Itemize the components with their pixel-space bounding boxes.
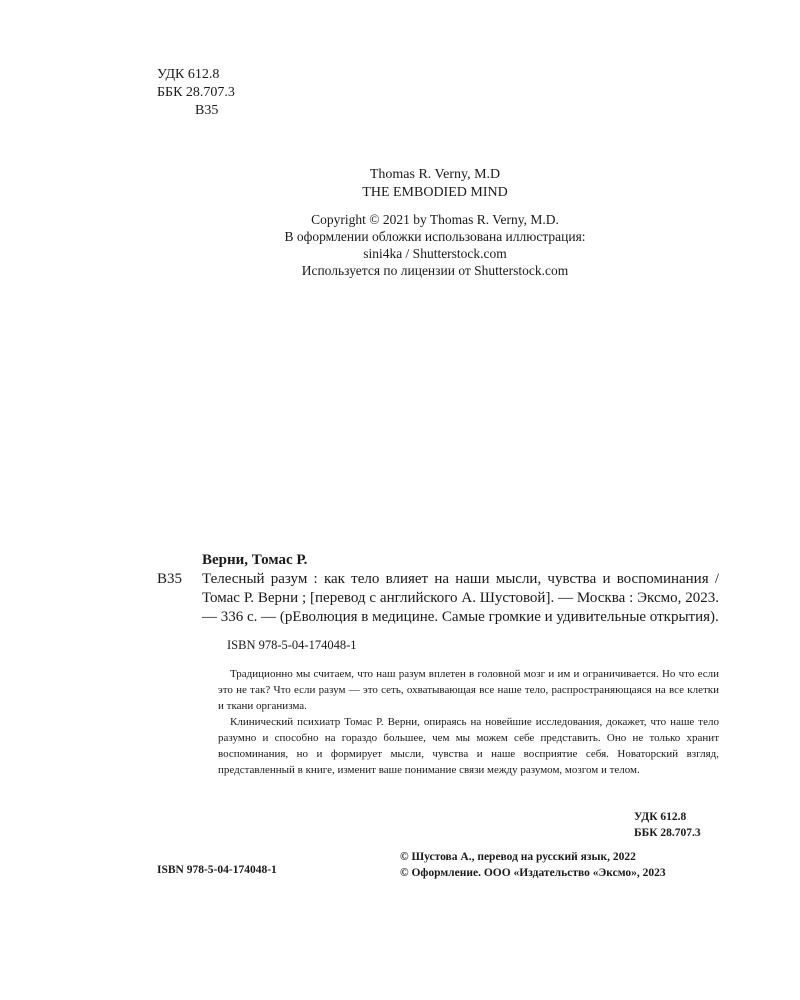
license-line: Используется по лицензии от Shutterstock.com <box>301 263 569 278</box>
translation-copyright: © Шустова А., перевод на русский язык, 2022 <box>400 851 636 863</box>
abstract-paragraph: Традиционно мы считаем, что наш разум вплетен в головной мозг и им и ограничивается. Но что если это не так? Что если разум — это сеть, охватывающая все наше тело, распространяющаяся на все клетки и ткани организма. <box>218 668 719 712</box>
abstract <box>218 666 719 778</box>
copyright-line: Copyright © 2021 by Thomas R. Verny, M.D. <box>311 212 559 227</box>
record-entry <box>157 570 719 627</box>
record-isbn: ISBN 978-5-04-174048-1 <box>227 638 357 652</box>
design-copyright: © Оформление. ООО «Издательство «Эксмо», 2023 <box>400 867 666 879</box>
bbk-code: ББК 28.707.3 <box>157 85 235 100</box>
copyright-notice <box>0 211 800 279</box>
record-description: Телесный разум : как тело влияет на наши мысли, чувства и воспоминания / Томас Р. Верни ; [перевод с английского А. Шустовой]. — Москва : Эксмо, 2023. — 336 с. — (рЕволюция в медицине. Самые громкие и удивительные открытия). <box>202 571 719 625</box>
illustration-source-line: sini4ka / Shutterstock.com <box>363 246 507 261</box>
original-title: THE EMBODIED MIND <box>362 185 508 200</box>
bottom-bbk-code: ББК 28.707.3 <box>634 827 701 839</box>
abstract-paragraph: Клинический психиатр Томас Р. Верни, опираясь на новейшие исследования, докажет, что наше тело разумно и способно на гораздо большее, чем мы можем себе представить. Оно не только хранит воспоминания, но и формирует мысли, чувства и наше восприятие себя. Новаторский взгляд, представленный в книге, изменит ваше понимание связи между разумом, мозгом и телом. <box>218 716 719 776</box>
record-author: Верни, Томас Р. <box>202 552 308 568</box>
classification-block <box>157 66 235 120</box>
copyrights-block <box>400 849 666 881</box>
illustration-credit-line: В оформлении обложки использована иллюстрация: <box>284 229 586 244</box>
bibliographic-record <box>157 551 719 655</box>
bottom-udk-code: УДК 612.8 <box>634 811 687 823</box>
original-edition-block <box>0 166 800 202</box>
original-author: Thomas R. Verny, M.D <box>369 167 501 182</box>
record-code: В35 <box>157 571 183 587</box>
udk-code: УДК 612.8 <box>157 67 220 82</box>
author-mark: В35 <box>195 103 219 118</box>
isbn-bottom: ISBN 978-5-04-174048-1 <box>157 864 277 876</box>
bottom-classification <box>634 809 701 841</box>
